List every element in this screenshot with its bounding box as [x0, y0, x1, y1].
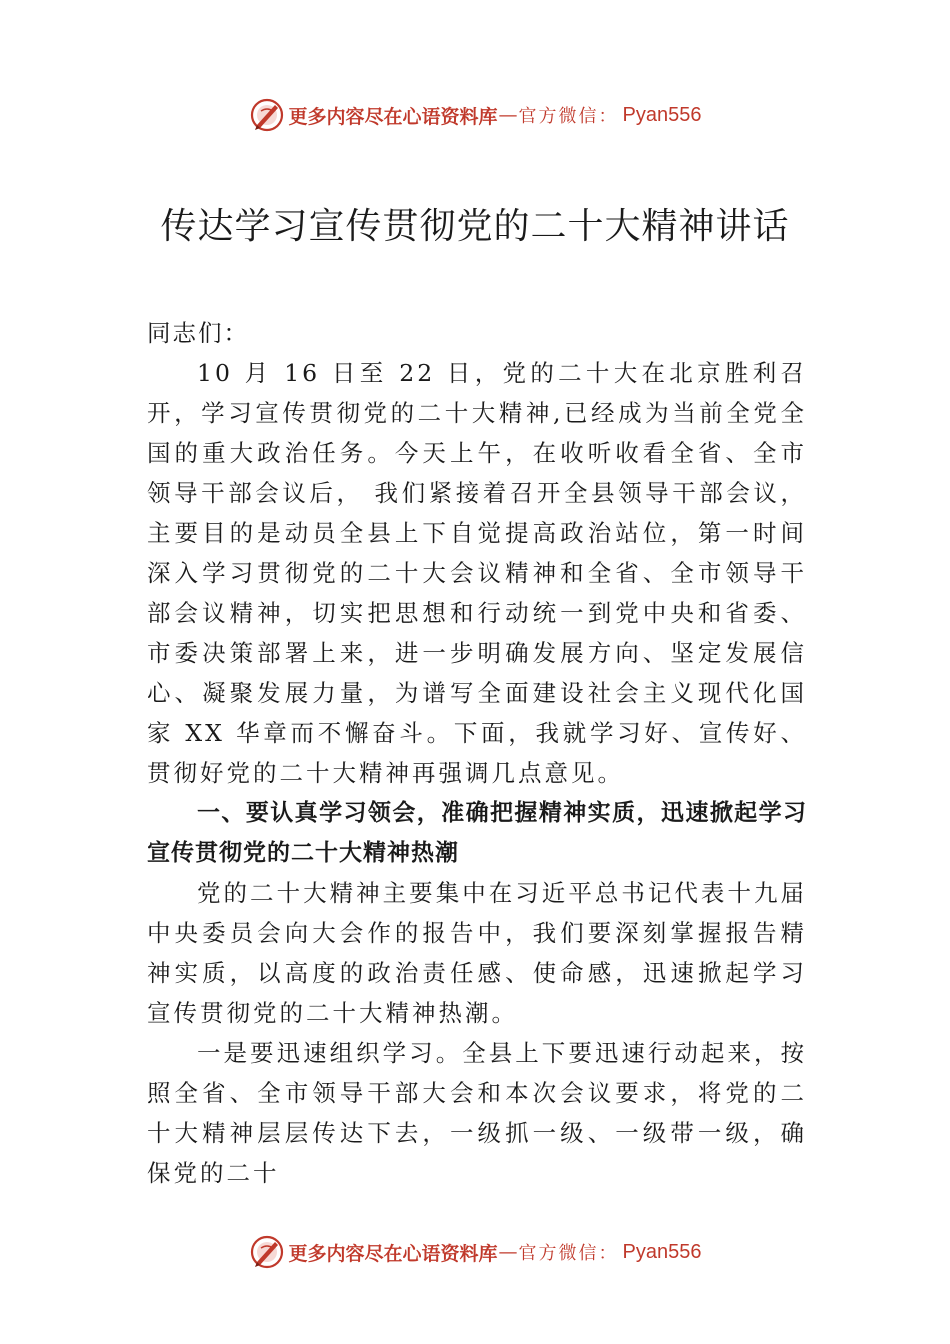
- opening-paragraph: 10 月 16 日至 22 日，党的二十大在北京胜利召开，学习宣传贯彻党的二十大精神,已经成为当前全党全国的重大政治任务。今天上午，在收听收看全省、全市领导干部会议后， 我们紧接着召开全县领导干部会议，主要目的是动员全县上下自觉提高政治站位，第一时间深入学习贯彻党的二十大会议精神和全省、全市领导干部会议精神，切实把思想和行动统一到党中央和省委、市委决策部署上来，进一步明确发展方向、坚定发展信心、凝聚发展力量，为谱写全面建设社会主义现代化国家 XX 华章而不懈奋斗。下面，我就学习好、宣传好、贯彻好党的二十大精神再强调几点意见。: [147, 359, 807, 787]
- footer-watermark: [0, 1232, 950, 1272]
- watermark-library-text: 更多内容尽在心语资料库: [288, 1242, 498, 1265]
- watermark-dash: —: [498, 1241, 518, 1263]
- watermark-account-id: Pyan556: [622, 1240, 702, 1263]
- header-watermark: [0, 95, 950, 135]
- salutation: 同志们：: [147, 319, 249, 347]
- pen-logo-icon: [249, 1234, 285, 1270]
- watermark-official-label: 官方微信：: [518, 106, 619, 127]
- section-paragraph: 一是要迅速组织学习。全县上下要迅速行动起来，按照全省、全市领导干部大会和本次会议要求，将党的二十大精神层层传达下去，一级抓一级、一级带一级，确保党的二十: [147, 1039, 807, 1187]
- watermark-official-label: 官方微信：: [518, 1243, 619, 1264]
- section-heading: 一、要认真学习领会，准确把握精神实质，迅速掀起学习宣传贯彻党的二十大精神热潮: [147, 800, 807, 866]
- pen-logo-icon: [249, 97, 285, 133]
- document-title: 传达学习宣传贯彻党的二十大精神讲话: [160, 206, 790, 247]
- watermark-account-id: Pyan556: [622, 103, 702, 126]
- watermark-dash: —: [498, 104, 518, 126]
- section-paragraph: 党的二十大精神主要集中在习近平总书记代表十九届中央委员会向大会作的报告中，我们要深刻掌握报告精神实质，以高度的政治责任感、使命感，迅速掀起学习宣传贯彻党的二十大精神热潮。: [147, 879, 807, 1027]
- watermark-library-text: 更多内容尽在心语资料库: [288, 105, 498, 128]
- document-body: [147, 313, 807, 1193]
